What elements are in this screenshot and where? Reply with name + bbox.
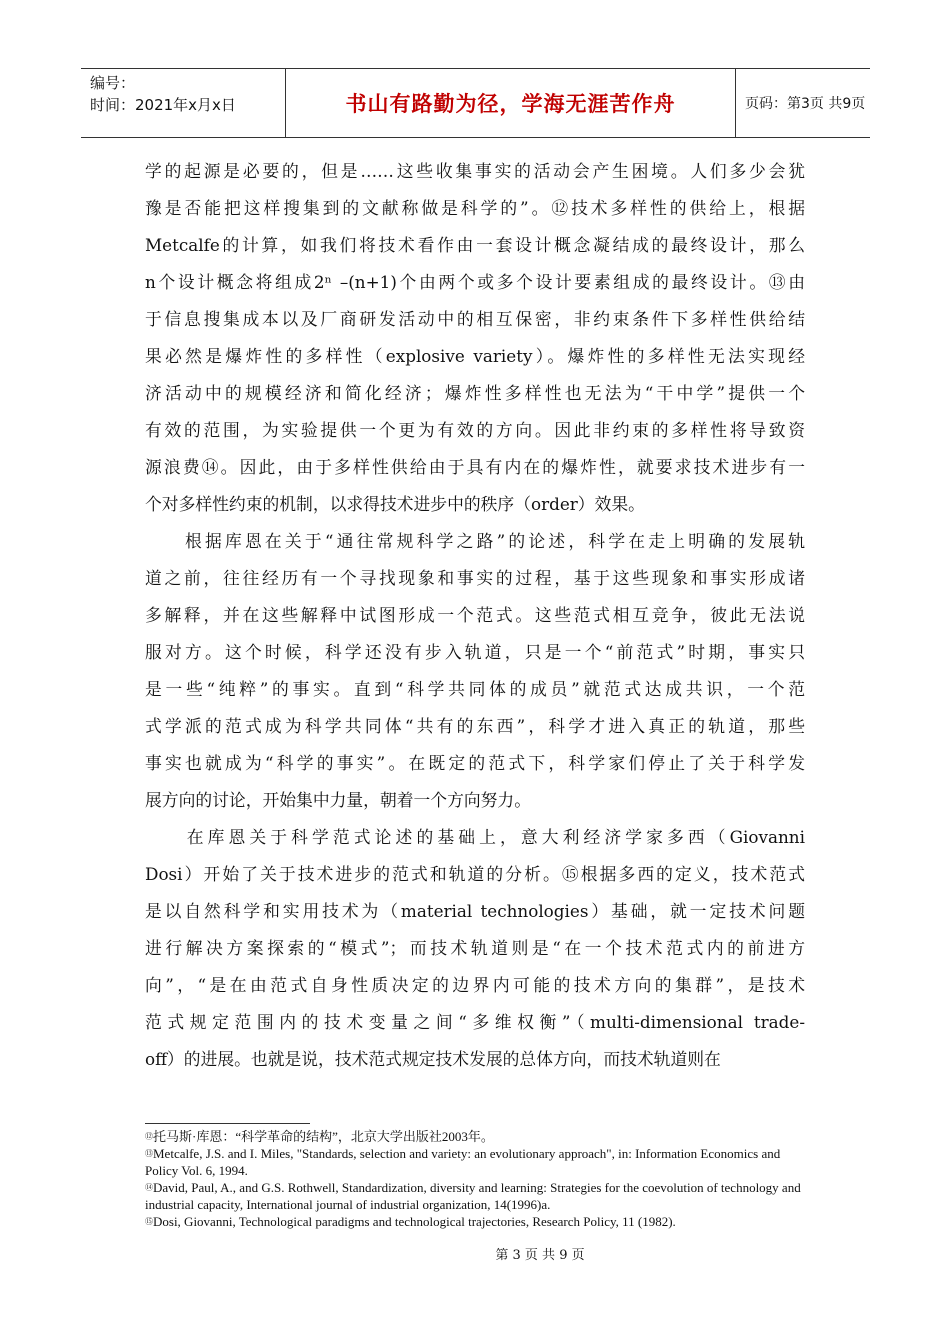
body-line: 豫是否能把这样搜集到的文献称做是科学的”。⑫技术多样性的供给上，根据 bbox=[145, 198, 805, 218]
body-line: 服对方。这个时候，科学还没有步入轨道，只是一个“前范式”时期，事实只 bbox=[145, 642, 805, 662]
body-line: 源浪费⑭。因此，由于多样性供给由于具有内在的爆炸性，就要求技术进步有一 bbox=[145, 457, 805, 477]
body-line: 在库恩关于科学范式论述的基础上，意大利经济学家多西（Giovanni bbox=[145, 827, 805, 847]
footnote bbox=[145, 1213, 805, 1230]
footnote-text: David, Paul, A., and G.S. Rothwell, Standardization, diversity and learning: Strategies for the coevolution of technology and industrial capacity, International journal of industrial organization, 14(1996)a. bbox=[145, 1180, 801, 1212]
footnote-text: Metcalfe, J.S. and I. Miles, "Standards, selection and variety: an evolutionary approach", in: Information Economics and Policy Vol. 6, 1994. bbox=[145, 1146, 781, 1178]
body-line: 向”，“是在由范式自身性质决定的边界内可能的技术方向的集群”，是技术 bbox=[145, 975, 805, 995]
footnote bbox=[145, 1128, 805, 1145]
body-line: 是以自然科学和实用技术为（material technologies）基础，就一定技术问题 bbox=[145, 901, 805, 921]
time-label: 时间：2021年x月x日 bbox=[90, 96, 236, 114]
body-line: n个设计概念将组成2ⁿ –(n+1)个由两个或多个设计要素组成的最终设计。⑬由 bbox=[145, 272, 805, 292]
footnote-mark: ⑮ bbox=[145, 1217, 153, 1226]
header-motto: 书山有路勤为径，学海无涯苦作舟 bbox=[285, 69, 736, 137]
body-line: Metcalfe的计算，如我们将技术看作由一套设计概念凝结成的最终设计，那么 bbox=[145, 235, 805, 255]
body-line: 事实也就成为“科学的事实”。在既定的范式下，科学家们停止了关于科学发 bbox=[145, 753, 805, 773]
footnote-divider bbox=[145, 1123, 310, 1124]
footnote-mark: ⑭ bbox=[145, 1183, 153, 1192]
body-line: 范式规定范围内的技术变量之间“多维权衡”（multi-dimensional trade- bbox=[145, 1012, 805, 1032]
header-meta bbox=[81, 69, 285, 140]
header-page-label: 页码：第3页 共9页 bbox=[745, 96, 866, 112]
body-line: 学的起源是必要的，但是……这些收集事实的活动会产生困境。人们多少会犹 bbox=[145, 161, 805, 181]
footnote-text: 托马斯·库恩：“科学革命的结构”，北京大学出版社2003年。 bbox=[153, 1129, 494, 1144]
body-line: 道之前，往往经历有一个寻找现象和事实的过程，基于这些现象和事实形成诸 bbox=[145, 568, 805, 588]
number-label: 编号： bbox=[90, 74, 136, 92]
body-line: 展方向的讨论，开始集中力量，朝着一个方向努力。 bbox=[145, 790, 531, 810]
body-line: 根据库恩在关于“通往常规科学之路”的论述，科学在走上明确的发展轨 bbox=[145, 531, 805, 551]
body-line: 有效的范围，为实验提供一个更为有效的方向。因此非约束的多样性将导致资 bbox=[145, 420, 805, 440]
page-number: 第 3 页 共 9 页 bbox=[495, 1248, 585, 1263]
body-line: 多解释，并在这些解释中试图形成一个范式。这些范式相互竞争，彼此无法说 bbox=[145, 605, 805, 625]
body-text bbox=[145, 153, 805, 1078]
footnote-text: Dosi, Giovanni, Technological paradigms and technological trajectories, Research Policy, 11 (1982). bbox=[153, 1214, 676, 1229]
body-line: 济活动中的规模经济和简化经济；爆炸性多样性也无法为“干中学”提供一个 bbox=[145, 383, 805, 403]
footnote bbox=[145, 1179, 805, 1213]
body-line: Dosi）开始了关于技术进步的范式和轨道的分析。⑮根据多西的定义，技术范式 bbox=[145, 864, 805, 884]
body-line: 式学派的范式成为科学共同体“共有的东西”，科学才进入真正的轨道，那些 bbox=[145, 716, 805, 736]
document-header bbox=[81, 68, 870, 138]
page-footer bbox=[0, 1244, 950, 1263]
body-line: 个对多样性约束的机制，以求得技术进步中的秩序（order）效果。 bbox=[145, 494, 645, 514]
footnote bbox=[145, 1145, 805, 1179]
body-line: 于信息搜集成本以及厂商研发活动中的相互保密，非约束条件下多样性供给结 bbox=[145, 309, 805, 329]
body-line: 进行解决方案探索的“模式”；而技术轨道则是“在一个技术范式内的前进方 bbox=[145, 938, 805, 958]
body-line: off）的进展。也就是说，技术范式规定技术发展的总体方向，而技术轨道则在 bbox=[145, 1049, 721, 1069]
body-line: 是一些“纯粹”的事实。直到“科学共同体的成员”就范式达成共识，一个范 bbox=[145, 679, 805, 699]
footnote-mark: ⑬ bbox=[145, 1149, 153, 1158]
body-line: 果必然是爆炸性的多样性（explosive variety）。爆炸性的多样性无法实现经 bbox=[145, 346, 805, 366]
footnote-mark: ⑫ bbox=[145, 1132, 153, 1141]
footnotes bbox=[145, 1128, 805, 1230]
